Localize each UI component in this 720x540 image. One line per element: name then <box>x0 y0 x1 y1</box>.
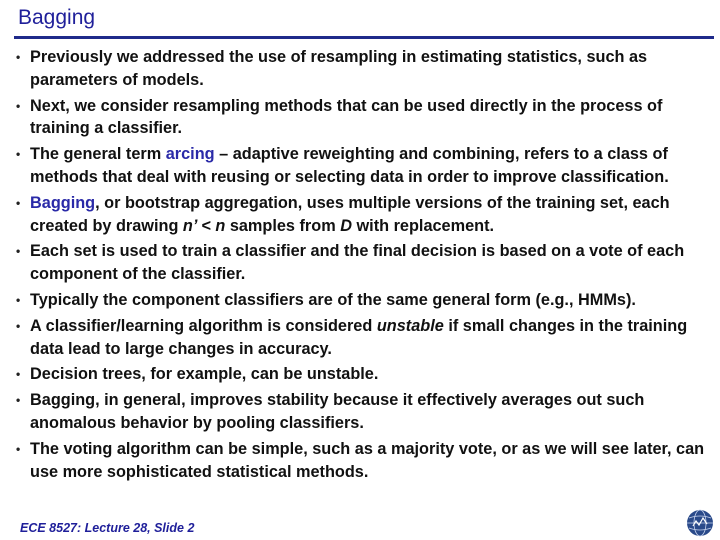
bullet-dot-icon: • <box>16 292 21 307</box>
bullet-item <box>14 315 712 361</box>
bullet-dot-icon: • <box>16 318 21 333</box>
bullet-text: – adaptive reweighting and combining, refers to a class of methods that deal with reusing or selecting data in order to improve classification. <box>30 145 669 186</box>
bullet-text: , or bootstrap aggregation, uses multiple versions of the training set, each created by drawing <box>30 193 670 235</box>
italic-term: unstable <box>376 316 444 335</box>
bullet-text: with replacement. <box>351 216 495 235</box>
bullet-dot-icon: • <box>16 244 21 259</box>
bullet-dot-icon: • <box>16 50 21 64</box>
bullet-item <box>14 438 712 484</box>
italic-term: D <box>340 216 352 235</box>
slide-footer: ECE 8527: Lecture 28, Slide 2 <box>20 521 195 535</box>
bullet-text: samples from <box>225 216 341 235</box>
bullet-item <box>14 143 712 189</box>
bullet-item <box>14 46 712 92</box>
bullet-text: Each set is used to train a classifier and the final decision is based on a vote of each component of the classifier. <box>30 242 685 284</box>
bullet-text: The voting algorithm can be simple, such as a majority vote, or as we will see later, can use more sophisticated statistical methods. <box>30 439 705 481</box>
bullet-dot-icon: • <box>16 441 21 456</box>
bullet-text: Bagging, in general, improves stability because it effectively averages out such anomalous behavior by pooling classifiers. <box>30 391 645 432</box>
bullet-dot-icon: • <box>16 393 21 408</box>
highlighted-term: Bagging <box>30 193 96 212</box>
bullet-text: Previously we addressed the use of resampling in estimating statistics, such as parameters of models. <box>30 48 648 89</box>
bullet-dot-icon: • <box>16 147 21 162</box>
bullet-dot-icon: • <box>16 195 21 210</box>
bullet-item <box>14 240 712 286</box>
bullet-text: Decision trees, for example, can be unstable. <box>30 365 379 384</box>
bullet-dot-icon: • <box>16 98 21 113</box>
bullet-item <box>14 95 712 141</box>
title-underline <box>14 36 714 39</box>
highlighted-term: arcing <box>165 145 215 164</box>
bullet-item <box>14 389 712 435</box>
slide-title: Bagging <box>18 6 96 29</box>
bullet-item <box>14 363 712 386</box>
bullet-text: Typically the component classifiers are of the same general form (e.g., HMMs). <box>30 290 636 309</box>
bullet-text: if small changes in the training data lead to large changes in accuracy. <box>30 316 688 358</box>
bullet-dot-icon: • <box>16 367 21 382</box>
bullet-text: A classifier/learning algorithm is considered <box>30 316 377 335</box>
bullet-text: The general term <box>30 145 166 164</box>
italic-term: n’ < n <box>182 216 226 235</box>
bullet-item <box>14 289 712 312</box>
globe-logo-icon <box>686 509 714 537</box>
bullet-text: Next, we consider resampling methods that can be used directly in the process of training a classifier. <box>30 96 663 138</box>
bullet-item <box>14 192 712 238</box>
bullet-list <box>14 46 712 486</box>
